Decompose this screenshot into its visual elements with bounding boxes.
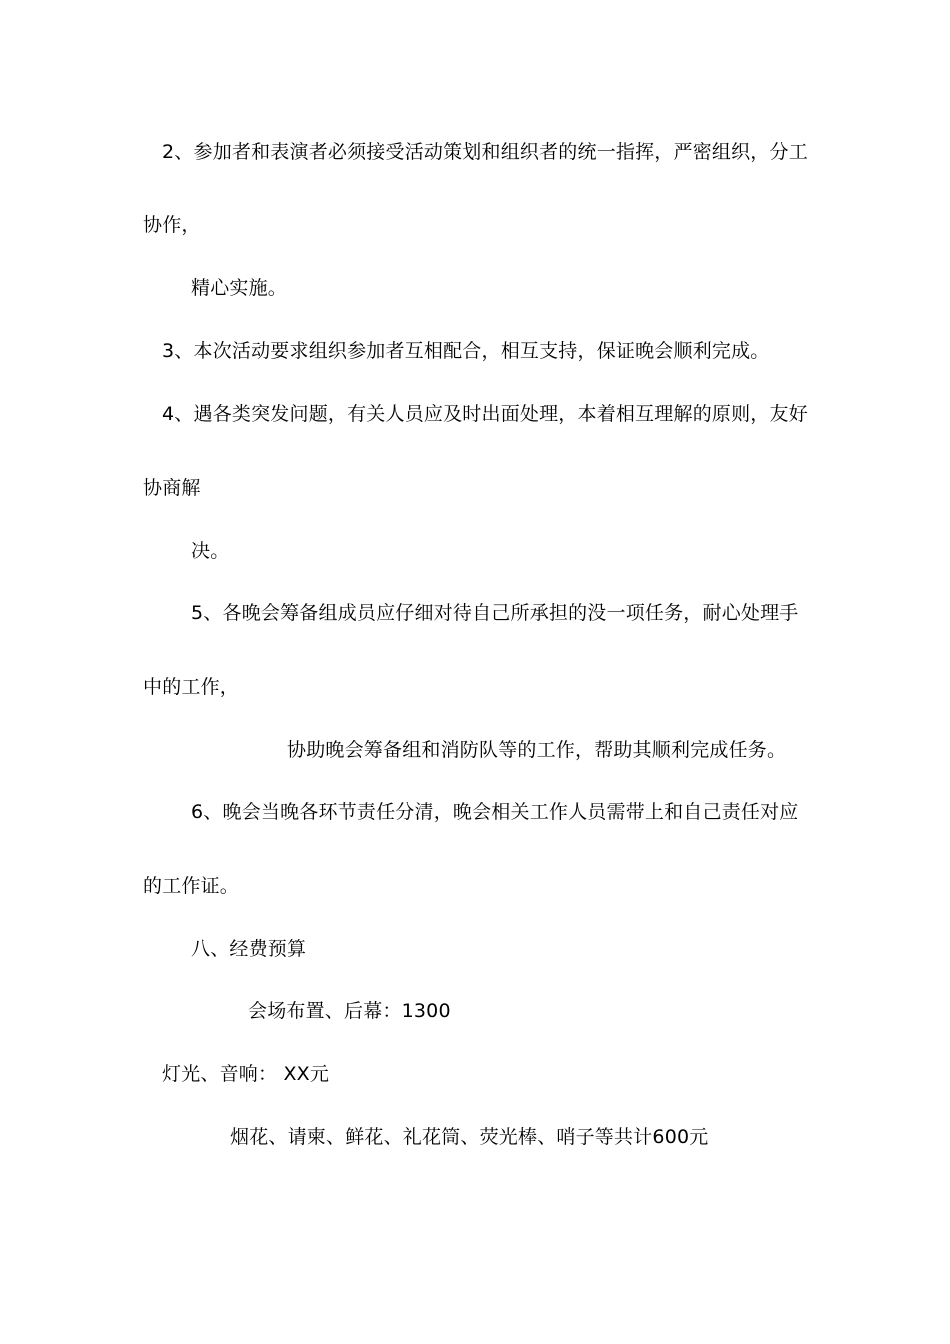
budget-item-fireworks: 烟花、请柬、鲜花、礼花筒、荧光棒、哨子等共计600元	[230, 1126, 709, 1148]
budget-item-venue: 会场布置、后幕：1300	[248, 1000, 451, 1022]
section-heading-budget: 八、经费预算	[191, 938, 307, 960]
paragraph-item-3: 3、本次活动要求组织参加者互相配合，相互支持，保证晚会顺利完成。	[162, 340, 770, 362]
paragraph-item-6: 6、晚会当晚各环节责任分清，晚会相关工作人员需带上和自己责任对应	[191, 801, 799, 823]
paragraph-item-2: 2、参加者和表演者必须接受活动策划和组织者的统一指挥，严密组织，分工	[162, 141, 808, 163]
paragraph-item-5: 5、各晚会筹备组成员应仔细对待自己所承担的没一项任务，耐心处理手	[191, 602, 799, 624]
paragraph-item-4-cont2: 决。	[191, 540, 230, 562]
paragraph-item-5-cont2: 协助晚会筹备组和消防队等的工作，帮助其顺利完成任务。	[287, 739, 787, 761]
paragraph-item-4-cont: 协商解	[143, 477, 201, 499]
paragraph-item-4: 4、遇各类突发问题，有关人员应及时出面处理，本着相互理解的原则，友好	[162, 403, 808, 425]
paragraph-item-6-cont: 的工作证。	[143, 875, 240, 897]
paragraph-item-2-cont2: 精心实施。	[191, 277, 288, 299]
paragraph-item-2-cont: 协作，	[143, 214, 201, 236]
paragraph-item-5-cont: 中的工作，	[143, 676, 240, 698]
budget-item-lighting: 灯光、音响： XX元	[162, 1063, 330, 1085]
